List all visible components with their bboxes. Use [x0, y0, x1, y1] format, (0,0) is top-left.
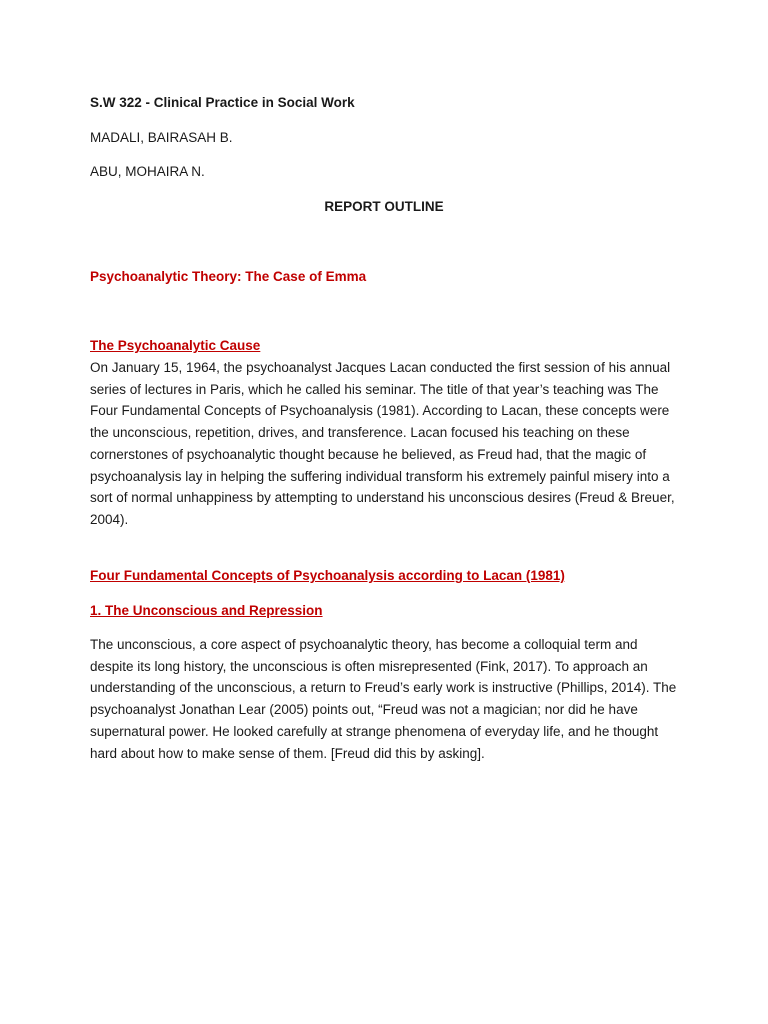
course-title: S.W 322 - Clinical Practice in Social Work	[90, 95, 355, 110]
author-name-2: ABU, MOHAIRA N.	[90, 164, 205, 179]
document-title: REPORT OUTLINE	[324, 199, 444, 214]
section-heading-four-concepts: Four Fundamental Concepts of Psychoanalysis according to Lacan (1981)	[90, 568, 565, 583]
section-body-psychoanalytic-cause: On January 15, 1964, the psychoanalyst Jacques Lacan conducted the first session of his annual series of lectures in Paris, which he called his seminar. The title of that year’s teaching was The Four Fundamental Concepts of Psychoanalysis (1981). According to Lacan, these concepts were the unconscious, repetition, drives, and transference. Lacan focused his teaching on these cornerstones of psychoanalytic thought because he believed, as Freud had, that the magic of psychoanalysis lay in helping the suffering individual transform his extremely painful misery into a sort of normal unhappiness by attempting to understand his unconscious desires (Freud & Breuer, 2004).	[90, 360, 675, 527]
section-body-unconscious: The unconscious, a core aspect of psychoanalytic theory, has become a colloquial term and despite its long history, the unconscious is often misrepresented (Fink, 2017). To approach an understanding of the unconscious, a return to Freud’s early work is instructive (Phillips, 2014). The psychoanalyst Jonathan Lear (2005) points out, “Freud was not a magician; nor did he have supernatural power. He looked carefully at strange phenomena of everyday life, and he thought hard about how to make sense of them. [Freud did this by asking].	[90, 637, 677, 761]
subheading-unconscious-repression: 1. The Unconscious and Repression	[90, 603, 323, 618]
author-name-1: MADALI, BAIRASAH B.	[90, 130, 233, 145]
section-heading-psychoanalytic-cause: The Psychoanalytic Cause	[90, 338, 261, 353]
topic-title: Psychoanalytic Theory: The Case of Emma	[90, 269, 367, 284]
